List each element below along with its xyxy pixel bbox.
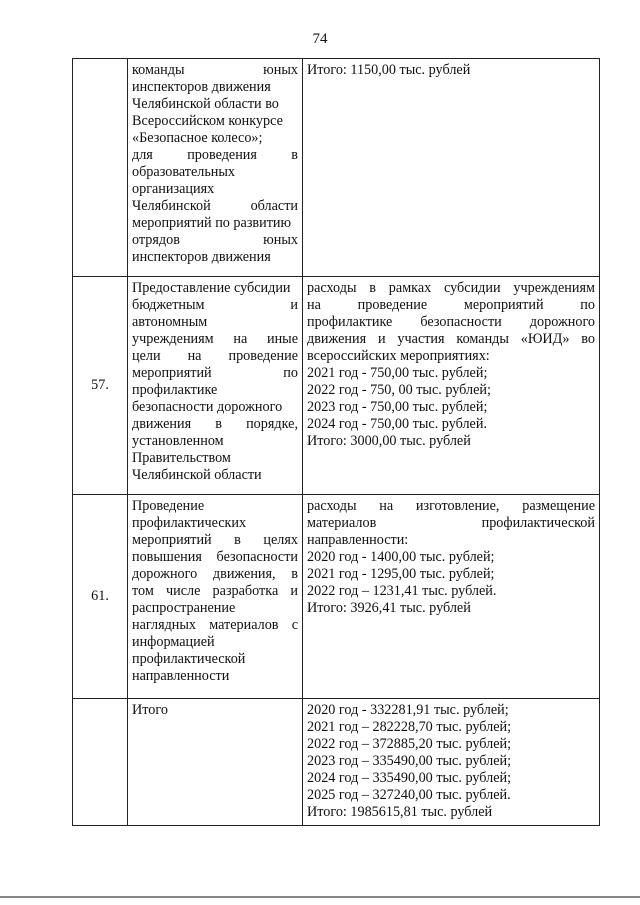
- row-number: 57.: [73, 277, 128, 495]
- row-number: 61.: [73, 495, 128, 699]
- text-line: Предоставление субсидии: [132, 280, 291, 296]
- text-line: «Безопасное колесо»;: [132, 130, 263, 146]
- text-line: 2023 год – 335490,00 тыс. рублей;: [307, 753, 512, 769]
- text-line: профилактике безопасности дорожного: [307, 314, 595, 330]
- text-line: профилактике: [132, 382, 218, 398]
- text-line: профилактических: [132, 515, 247, 531]
- text-line: Челябинской области: [132, 467, 262, 483]
- text-line: материалов профилактической: [307, 515, 595, 531]
- text-line: безопасности дорожного: [132, 399, 283, 415]
- text-line: для проведения в: [132, 147, 298, 163]
- text-line: 2020 год - 332281,91 тыс. рублей;: [307, 702, 509, 718]
- text-line: наглядных материалов с: [132, 617, 298, 633]
- text-line: отрядов юных: [132, 232, 298, 248]
- funding-info: [303, 495, 600, 699]
- page-bottom-divider: [0, 896, 640, 898]
- text-line: автономным: [132, 314, 208, 330]
- text-line: дорожного движения, в: [132, 566, 298, 582]
- text-line: информацией: [132, 634, 215, 650]
- text-line: команды юных: [132, 62, 298, 78]
- text-line: 2022 год – 1231,41 тыс. рублей.: [307, 583, 497, 599]
- text-line: 2025 год – 327240,00 тыс. рублей.: [307, 787, 511, 803]
- text-line: бюджетным и: [132, 297, 298, 313]
- text-line: мероприятий в целях: [132, 532, 298, 548]
- text-line: на проведение мероприятий по: [307, 297, 595, 313]
- text-line: движения в порядке,: [132, 416, 298, 432]
- activity-name: [128, 699, 303, 826]
- funding-info: [303, 59, 600, 277]
- table-row: [73, 495, 600, 699]
- text-line: мероприятий по: [132, 365, 298, 381]
- text-line: направленности:: [307, 532, 409, 548]
- activity-name: [128, 495, 303, 699]
- text-line: повышения безопасности: [132, 549, 298, 565]
- text-line: 2022 год - 750, 00 тыс. рублей;: [307, 382, 491, 398]
- text-line: 2023 год - 750,00 тыс. рублей;: [307, 399, 488, 415]
- text-line: Всероссийском конкурсе: [132, 113, 283, 129]
- text-line: Итого: 3000,00 тыс. рублей: [307, 433, 471, 449]
- text-line: Проведение: [132, 498, 205, 514]
- text-line: всероссийских мероприятиях:: [307, 348, 490, 364]
- text-line: 2021 год - 750,00 тыс. рублей;: [307, 365, 488, 381]
- text-line: 2021 год – 282228,70 тыс. рублей;: [307, 719, 512, 735]
- text-line: профилактической: [132, 651, 246, 667]
- text-line: движения и участия команды «ЮИД» во: [307, 331, 595, 347]
- text-line: инспекторов движения: [132, 249, 271, 265]
- funding-info: [303, 277, 600, 495]
- activity-name: [128, 59, 303, 277]
- funding-info: [303, 699, 600, 826]
- text-line: распространение: [132, 600, 236, 616]
- program-table: [72, 58, 600, 826]
- text-line: Правительством: [132, 450, 231, 466]
- text-line: Итого: 1985615,81 тыс. рублей: [307, 804, 493, 820]
- text-line: расходы в рамках субсидии учреждениям: [307, 280, 595, 296]
- text-line: 2024 год - 750,00 тыс. рублей.: [307, 416, 487, 432]
- text-line: установленном: [132, 433, 224, 449]
- text-line: 2020 год - 1400,00 тыс. рублей;: [307, 549, 495, 565]
- text-line: инспекторов движения: [132, 79, 271, 95]
- text-line: расходы на изготовление, размещение: [307, 498, 595, 514]
- table-row: [73, 277, 600, 495]
- text-line: Итого: [132, 702, 168, 718]
- page-number: 74: [312, 31, 328, 47]
- text-line: 2021 год - 1295,00 тыс. рублей;: [307, 566, 495, 582]
- text-line: цели на проведение: [132, 348, 298, 364]
- text-line: направленности: [132, 668, 230, 684]
- text-line: том числе разработка и: [132, 583, 298, 599]
- activity-name: [128, 277, 303, 495]
- text-line: 2022 год – 372885,20 тыс. рублей;: [307, 736, 512, 752]
- row-number: [73, 59, 128, 277]
- text-line: мероприятий по развитию: [132, 215, 292, 231]
- table-row: [73, 699, 600, 826]
- table-row: [73, 59, 600, 277]
- text-line: Итого: 1150,00 тыс. рублей: [307, 62, 471, 78]
- text-line: Итого: 3926,41 тыс. рублей: [307, 600, 471, 616]
- text-line: Челябинской области: [132, 198, 298, 214]
- text-line: Челябинской области во: [132, 96, 279, 112]
- text-line: учреждениям на иные: [132, 331, 298, 347]
- row-number: [73, 699, 128, 826]
- text-line: 2024 год – 335490,00 тыс. рублей;: [307, 770, 512, 786]
- text-line: образовательных: [132, 164, 236, 180]
- text-line: организациях: [132, 181, 215, 197]
